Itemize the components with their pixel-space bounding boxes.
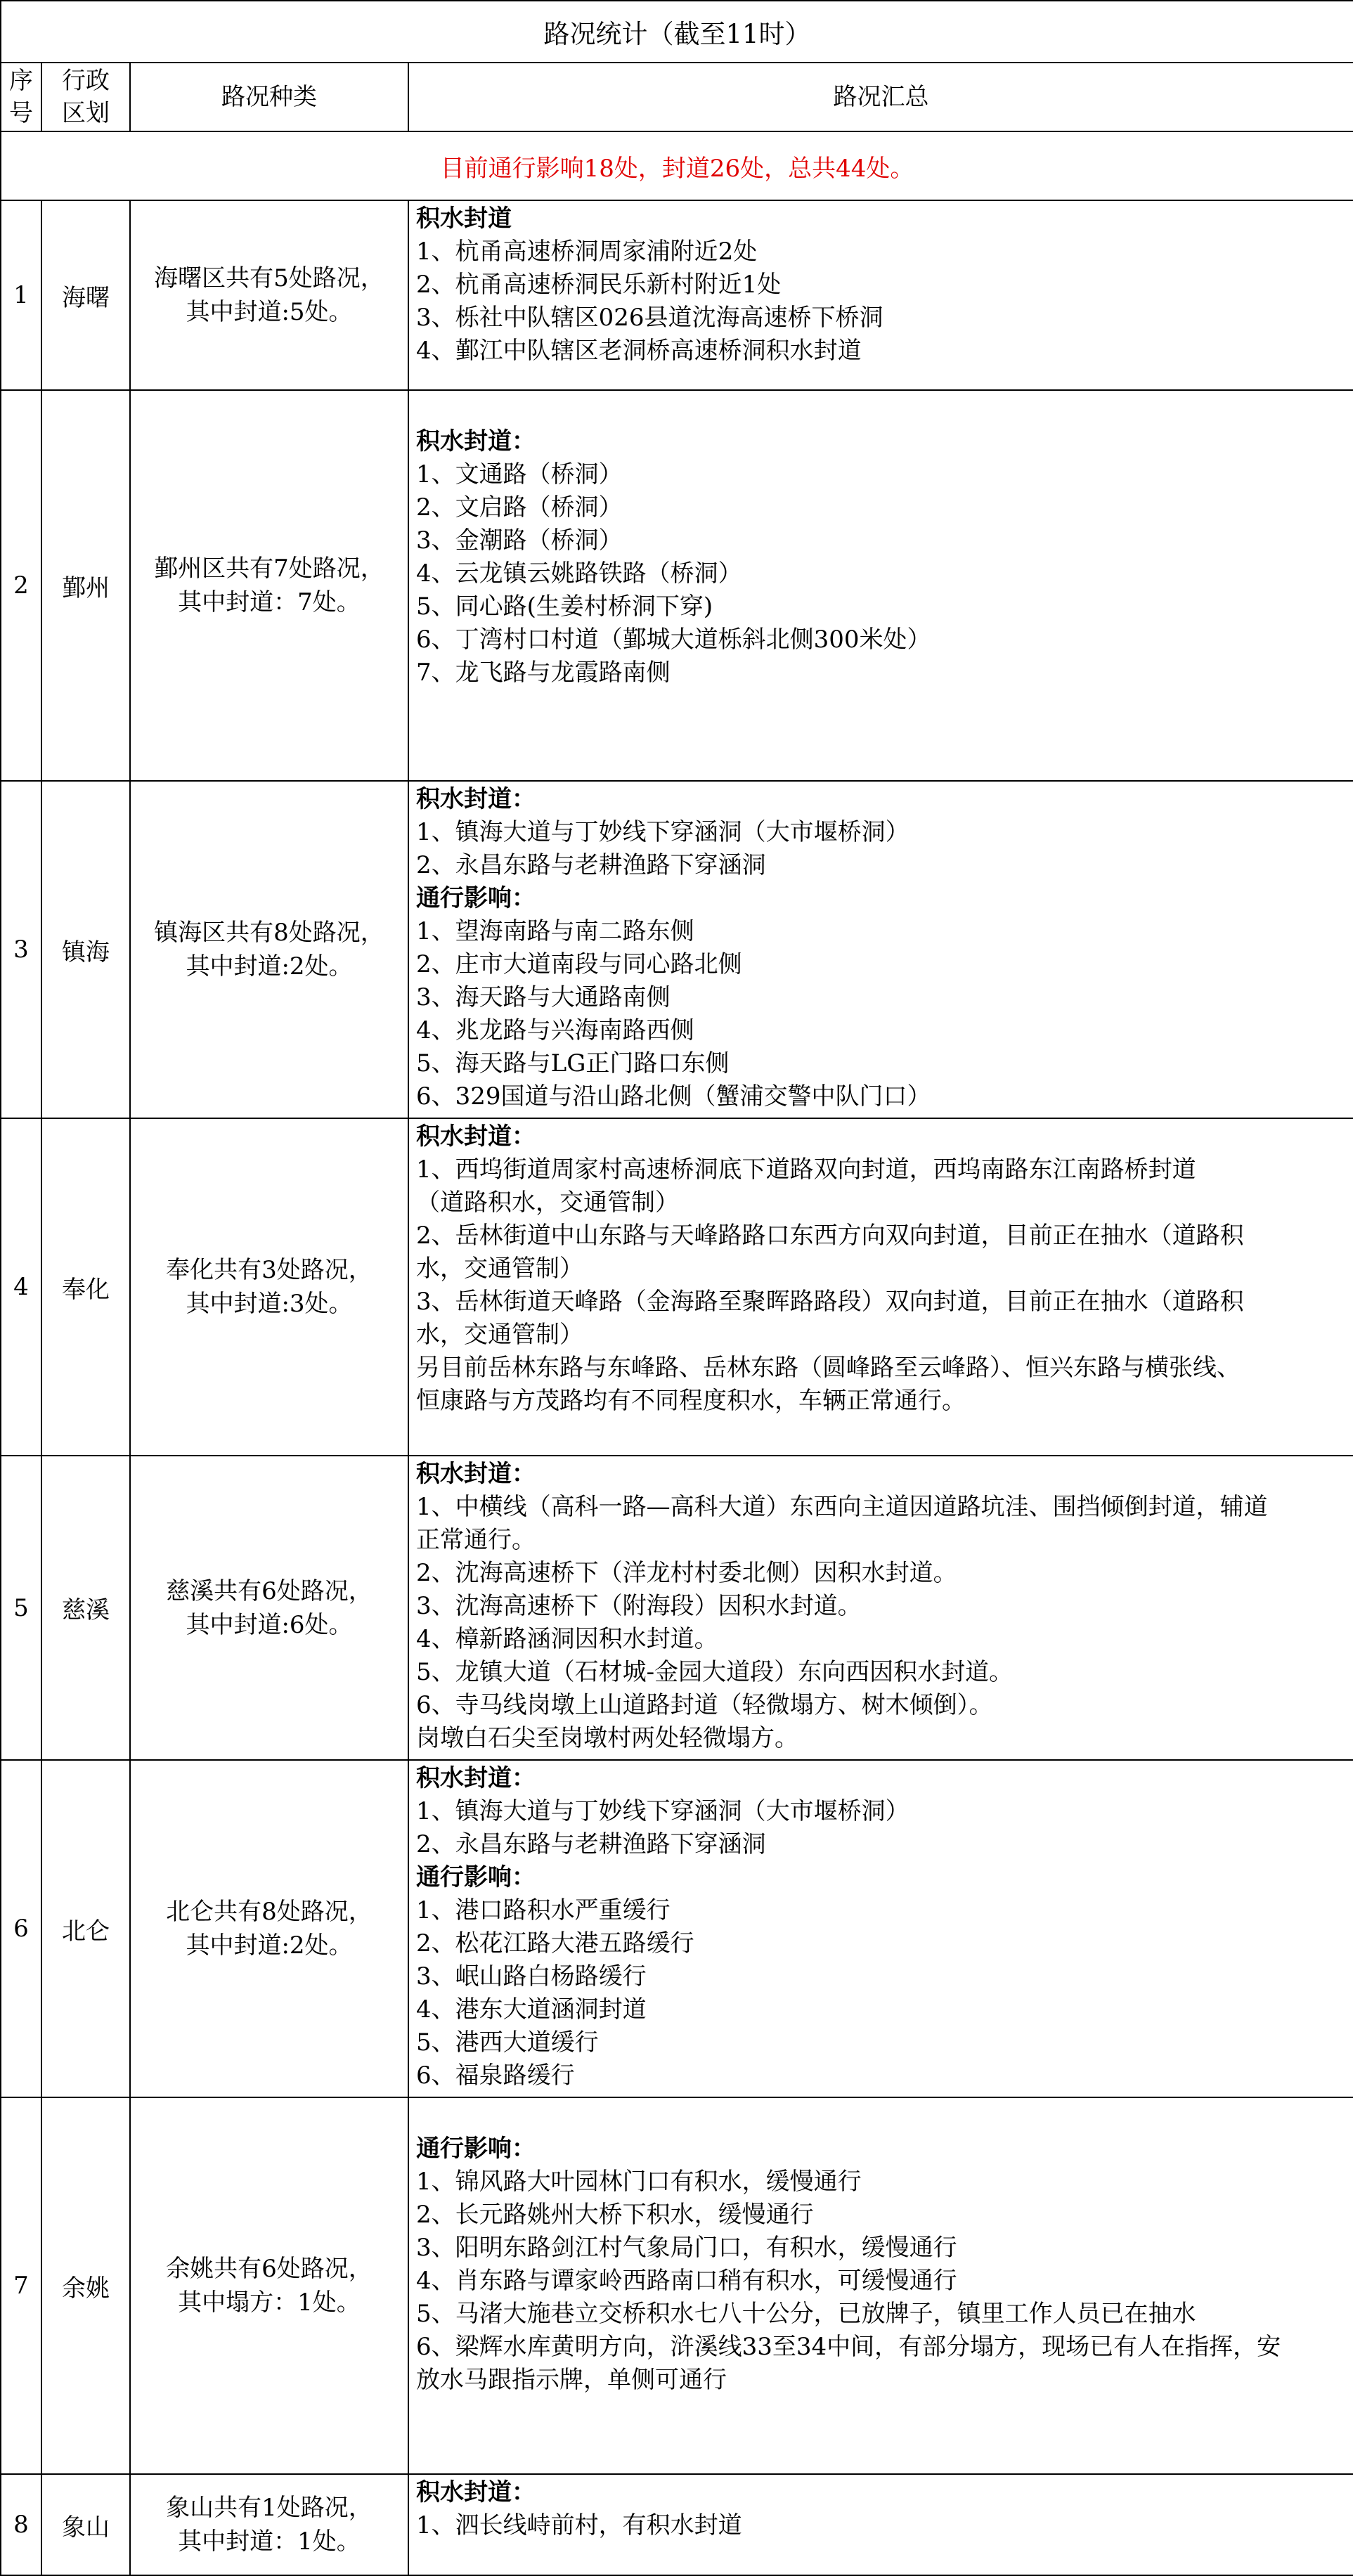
details-item: 2、沈海高速桥下（洋龙村村委北侧）因积水封道。	[416, 1559, 957, 1587]
details-item: 5、海天路与LG正门路口东侧	[416, 1049, 730, 1077]
row-district: 鄞州	[41, 390, 130, 781]
details-item: 1、锦风路大叶园林门口有积水，缓慢通行	[416, 2168, 862, 2196]
details-heading: 积水封道	[416, 205, 512, 233]
details-item: 5、马渚大施巷立交桥积水七八十公分，已放牌子，镇里工作人员已在抽水	[416, 2300, 1196, 2328]
details-heading: 通行影响：	[416, 1863, 536, 1891]
table-row	[1, 2474, 1353, 2575]
details-heading: 通行影响：	[416, 2135, 536, 2163]
row-type-line: 其中封道:2处。	[186, 952, 353, 980]
row-details	[408, 781, 1353, 1118]
details-item: 水，交通管制）	[416, 1321, 583, 1349]
row-type-line: 余姚共有6处路况，	[166, 2255, 373, 2283]
details-item: 6、梁辉水库黄明方向，浒溪线33至34中间，有部分塌方，现场已有人在指挥，安	[416, 2333, 1281, 2361]
row-type-line: 象山共有1处路况，	[166, 2494, 373, 2522]
row-type-line: 慈溪共有6处路况，	[166, 1577, 373, 1605]
header-row	[1, 63, 1353, 131]
details-item: 6、寺马线岗墩上山道路封道（轻微塌方、树木倾倒）。	[416, 1691, 993, 1719]
details-heading: 积水封道：	[416, 785, 536, 813]
details-item: 4、鄞江中队辖区老洞桥高速桥洞积水封道	[416, 337, 862, 365]
row-district: 镇海	[41, 781, 130, 1118]
header-district-line-1: 行政	[62, 67, 110, 95]
table-row	[1, 1760, 1353, 2097]
details-spacer	[416, 392, 1349, 425]
details-item: 3、阳明东路剑江村气象局门口，有积水，缓慢通行	[416, 2234, 957, 2262]
row-type-line: 其中塌方：1处。	[178, 2289, 361, 2317]
row-type	[130, 781, 408, 1118]
details-item: 4、兆龙路与兴海南路西侧	[416, 1016, 694, 1044]
header-district	[41, 63, 130, 131]
row-seq: 6	[1, 1760, 41, 2097]
details-item: 7、龙飞路与龙霞路南侧	[416, 659, 671, 687]
row-type-line: 奉化共有3处路况，	[166, 1256, 373, 1284]
details-item: 5、港西大道缓行	[416, 2028, 599, 2057]
header-seq-line-1: 序	[9, 67, 33, 95]
row-type	[130, 2474, 408, 2575]
row-details	[408, 1118, 1353, 1456]
row-district: 慈溪	[41, 1456, 130, 1760]
details-item: （道路积水，交通管制）	[416, 1189, 679, 1217]
row-type	[130, 2097, 408, 2474]
table-row	[1, 390, 1353, 781]
row-district: 北仑	[41, 1760, 130, 2097]
details-item: 1、中横线（高科一路—高科大道）东西向主道因道路坑洼、围挡倾倒封道，辅道	[416, 1493, 1268, 1521]
details-item: 3、海天路与大通路南侧	[416, 983, 671, 1011]
header-seq-line-2: 号	[9, 99, 33, 127]
details-item: 2、文启路（桥洞）	[416, 493, 623, 522]
details-item: 3、岳林街道天峰路（金海路至聚晖路路段）双向封道，目前正在抽水（道路积	[416, 1288, 1244, 1316]
table-row	[1, 781, 1353, 1118]
row-type-line: 其中封道：7处。	[178, 588, 361, 616]
row-seq: 5	[1, 1456, 41, 1760]
details-heading: 积水封道：	[416, 427, 536, 455]
details-item: 4、肖东路与谭家岭西路南口稍有积水，可缓慢通行	[416, 2267, 957, 2295]
details-item: 3、金潮路（桥洞）	[416, 526, 623, 555]
details-item: 水，交通管制）	[416, 1255, 583, 1283]
row-type-line: 其中封道:5处。	[186, 298, 353, 326]
details-item: 1、镇海大道与丁妙线下穿涵洞（大市堰桥洞）	[416, 818, 909, 846]
table-row	[1, 200, 1353, 390]
details-spacer	[416, 2099, 1349, 2132]
details-item: 1、港口路积水严重缓行	[416, 1896, 671, 1924]
details-item: 放水马跟指示牌，单侧可通行	[416, 2366, 727, 2394]
row-district: 象山	[41, 2474, 130, 2575]
details-item: 4、港东大道涵洞封道	[416, 1995, 647, 2024]
district-rows	[1, 200, 1353, 2575]
details-item: 6、329国道与沿山路北侧（蟹浦交警中队门口）	[416, 1082, 931, 1111]
details-item: 正常通行。	[416, 1526, 536, 1554]
details-item: 1、文通路（桥洞）	[416, 460, 623, 488]
row-details	[408, 390, 1353, 781]
summary-line: 目前通行影响18处，封道26处，总共44处。	[1, 131, 1353, 200]
table-row	[1, 1118, 1353, 1456]
row-type-line: 海曙区共有5处路况，	[154, 264, 384, 292]
details-heading: 积水封道：	[416, 1122, 536, 1151]
row-details	[408, 1760, 1353, 2097]
row-details	[408, 1456, 1353, 1760]
details-heading: 积水封道：	[416, 2478, 536, 2506]
details-heading: 积水封道：	[416, 1460, 536, 1488]
row-type	[130, 1760, 408, 2097]
row-type	[130, 1118, 408, 1456]
details-heading: 积水封道：	[416, 1764, 536, 1792]
row-type	[130, 1456, 408, 1760]
header-seq	[1, 63, 41, 131]
details-item: 1、望海南路与南二路东侧	[416, 917, 694, 945]
row-type	[130, 200, 408, 390]
details-item: 4、樟新路涵洞因积水封道。	[416, 1625, 718, 1653]
details-item: 2、长元路姚州大桥下积水，缓慢通行	[416, 2201, 814, 2229]
row-seq: 4	[1, 1118, 41, 1456]
row-type-line: 其中封道:3处。	[186, 1290, 353, 1318]
header-district-line-2: 区划	[62, 99, 110, 127]
row-details	[408, 2097, 1353, 2474]
row-district: 奉化	[41, 1118, 130, 1456]
details-item: 恒康路与方茂路均有不同程度积水，车辆正常通行。	[416, 1387, 966, 1415]
details-item: 1、镇海大道与丁妙线下穿涵洞（大市堰桥洞）	[416, 1797, 909, 1825]
row-details	[408, 200, 1353, 390]
row-type-line: 其中封道：1处。	[178, 2528, 361, 2556]
row-district: 余姚	[41, 2097, 130, 2474]
row-seq: 2	[1, 390, 41, 781]
details-item: 2、岳林街道中山东路与天峰路路口东西方向双向封道，目前正在抽水（道路积	[416, 1222, 1244, 1250]
table-title: 路况统计（截至11时）	[1, 1, 1353, 63]
row-type-line: 鄞州区共有7处路况，	[154, 555, 384, 583]
row-district: 海曙	[41, 200, 130, 390]
details-item: 2、庄市大道南段与同心路北侧	[416, 950, 742, 978]
details-item: 6、丁湾村口村道（鄞城大道栎斜北侧300米处）	[416, 626, 931, 654]
row-seq: 1	[1, 200, 41, 390]
row-seq: 8	[1, 2474, 41, 2575]
row-type-line: 其中封道:2处。	[186, 1931, 353, 1960]
row-seq: 3	[1, 781, 41, 1118]
details-item: 3、沈海高速桥下（附海段）因积水封道。	[416, 1592, 862, 1620]
row-type-line: 其中封道:6处。	[186, 1610, 353, 1639]
details-item: 3、栎社中队辖区026县道沈海高速桥下桥洞	[416, 304, 883, 332]
details-item: 2、松花江路大港五路缓行	[416, 1929, 694, 1957]
header-type: 路况种类	[130, 63, 408, 131]
details-item: 2、永昌东路与老耕渔路下穿涵洞	[416, 1830, 766, 1858]
details-item: 2、杭甬高速桥洞民乐新村附近1处	[416, 271, 782, 299]
header-summary: 路况汇总	[408, 63, 1353, 131]
details-item: 岗墩白石尖至岗墩村两处轻微塌方。	[416, 1724, 798, 1752]
row-type	[130, 390, 408, 781]
details-item: 5、同心路(生姜村桥洞下穿)	[416, 593, 713, 621]
details-item: 2、永昌东路与老耕渔路下穿涵洞	[416, 851, 766, 879]
row-type-line: 北仑共有8处路况，	[166, 1898, 373, 1926]
row-seq: 7	[1, 2097, 41, 2474]
details-item: 1、杭甬高速桥洞周家浦附近2处	[416, 238, 758, 266]
row-details	[408, 2474, 1353, 2575]
details-item: 6、福泉路缓行	[416, 2062, 575, 2090]
details-item: 1、泗长线峙前村，有积水封道	[416, 2511, 742, 2539]
table-row	[1, 1456, 1353, 1760]
details-item: 4、云龙镇云姚路铁路（桥洞）	[416, 559, 742, 588]
details-heading: 通行影响：	[416, 884, 536, 912]
details-item: 1、西坞街道周家村高速桥洞底下道路双向封道，西坞南路东江南路桥封道	[416, 1156, 1196, 1184]
details-item: 另目前岳林东路与东峰路、岳林东路（圆峰路至云峰路）、恒兴东路与横张线、	[416, 1354, 1241, 1382]
details-item: 5、龙镇大道（石材城-金园大道段）东向西因积水封道。	[416, 1658, 1014, 1686]
details-item: 3、岷山路白杨路缓行	[416, 1962, 647, 1991]
table-row	[1, 2097, 1353, 2474]
row-type-line: 镇海区共有8处路况，	[154, 919, 384, 947]
